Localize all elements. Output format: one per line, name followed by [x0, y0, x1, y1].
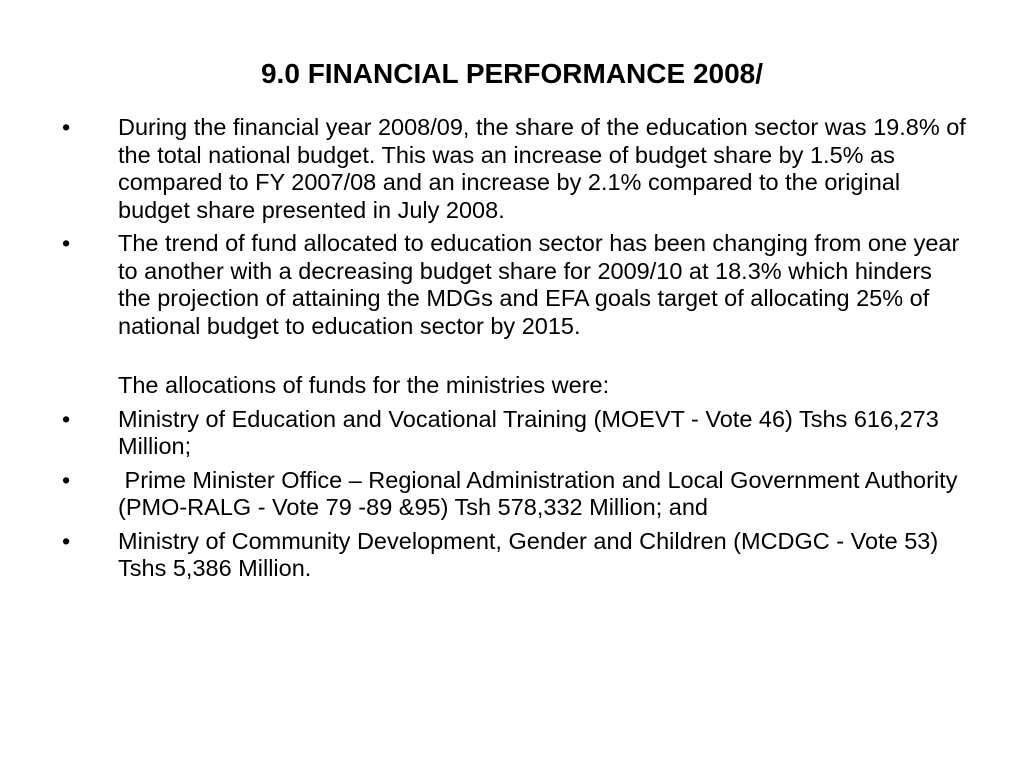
bullet-text: Prime Minister Office – Regional Administration and Local Government Authority (PMO-RALG - Vote 79 -89 &95) Tsh 578,332 Million; and — [118, 466, 964, 520]
slide-body — [0, 114, 1024, 589]
bullet-text: During the financial year 2008/09, the share of the education sector was 19.8% of the total national budget. This was an increase of budget share by 1.5% as compared to FY 2007/08 and an increase by 2.1% compared to the original budget share presented in July 2008. — [118, 114, 966, 223]
bullet-dot-icon: • — [62, 466, 71, 493]
allocations-intro: The allocations of funds for the ministries were: — [118, 372, 610, 398]
bullet-text: Ministry of Community Development, Gender and Children (MCDGC - Vote 53) Tshs 5,386 Million. — [118, 527, 939, 581]
bullet-mcdgc — [0, 528, 968, 583]
bullet-dot-icon: • — [62, 527, 71, 554]
bullet-budget-share — [0, 114, 968, 224]
bullet-dot-icon: • — [62, 405, 71, 432]
bullet-fund-trend — [0, 230, 968, 340]
bullet-moevt — [0, 406, 968, 461]
bullet-dot-icon: • — [62, 114, 71, 140]
slide-title: 9.0 FINANCIAL PERFORMANCE 2008/ — [260, 58, 764, 89]
bullet-dot-icon: • — [62, 230, 71, 256]
bullet-text: Ministry of Education and Vocational Training (MOEVT - Vote 46) Tshs 616,273 Million; — [118, 405, 939, 459]
bullet-text: The trend of fund allocated to education sector has been changing from one year to another with a decreasing budget share for 2009/10 at 18.3% which hinders the projection of attaining the MDGs and EFA goals target of allocating 25% of national budget to education sector by 2015. — [118, 230, 960, 339]
bullet-pmo-ralg — [0, 467, 968, 522]
